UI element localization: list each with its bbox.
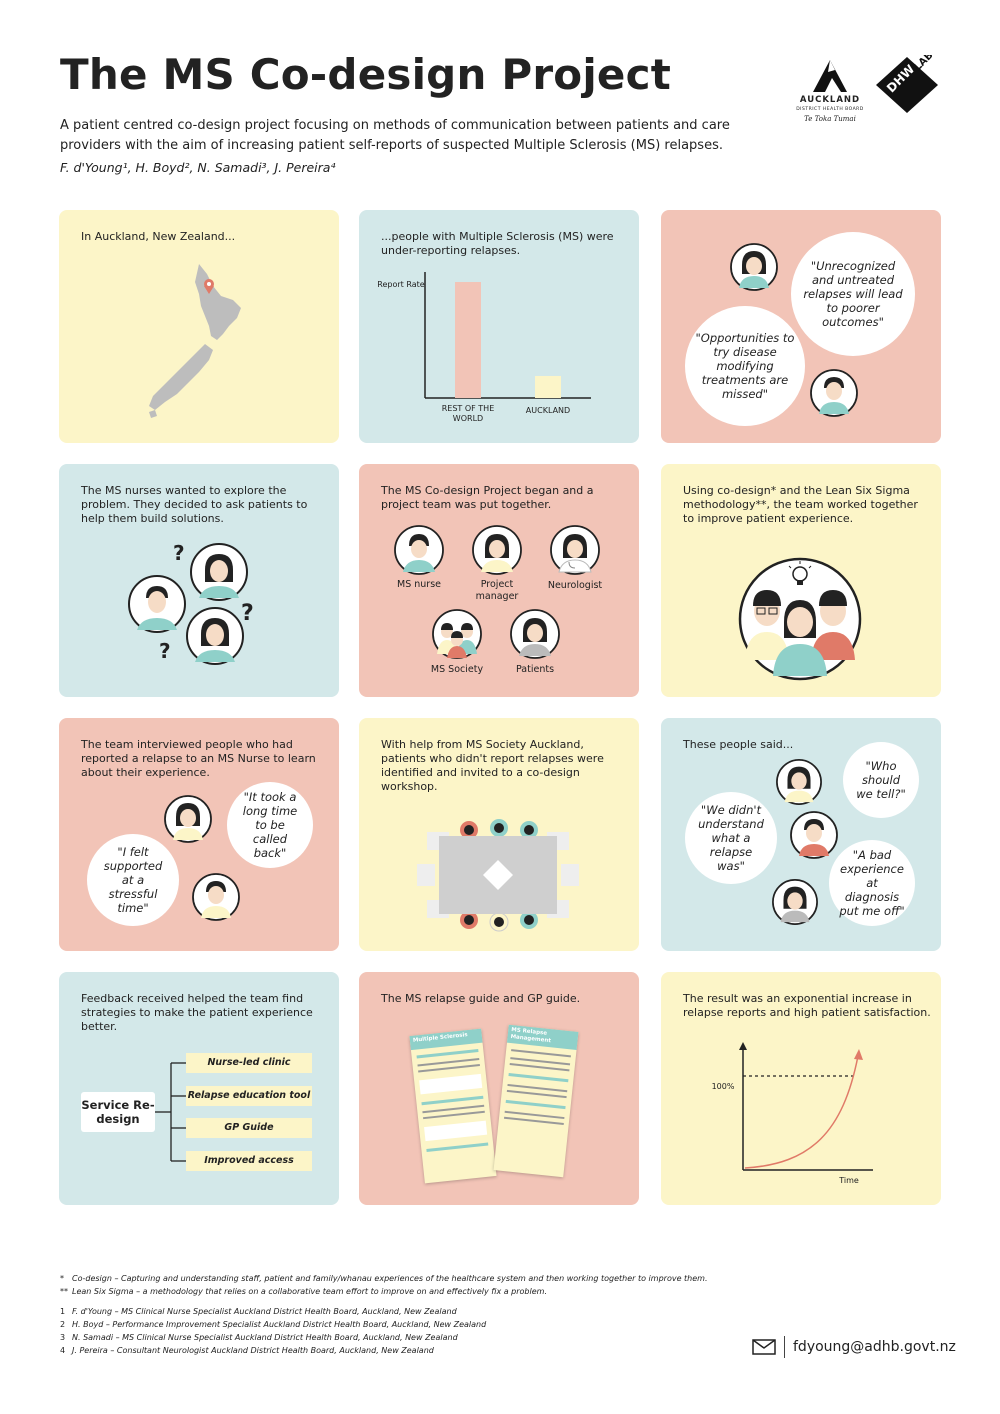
team-collaboration-icon: [737, 556, 863, 682]
panel-caption: The MS relapse guide and GP guide.: [381, 992, 581, 1005]
panel-project-team: [359, 464, 639, 697]
adhb-motto: Te Toka Tumai: [804, 115, 856, 123]
panel-caption: The result was an exponential increase in relapse reports and high patient satisfaction.: [683, 992, 931, 1019]
bar-rest-of-world: [455, 282, 481, 398]
woman-avatar-icon: [771, 878, 819, 926]
strategy-item: Relapse education tool: [186, 1086, 312, 1106]
service-redesign-box: Service Re-design: [81, 1092, 155, 1132]
dhw-lab-logo: [872, 55, 942, 115]
panel-people-said: [661, 718, 941, 951]
page-subtitle: A patient centred co-design project focusing on methods of communication between patients and care providers with the aim of increasing patient self-reports of suspected Multiple Sclerosis (MS) relapses.: [60, 118, 730, 153]
member-label: Patients: [515, 664, 555, 675]
gp-guide-doc: [494, 1025, 579, 1178]
woman-avatar-icon: [729, 242, 779, 292]
panel-caption: Using co-design* and the Lean Six Sigma methodology**, the team worked together to improve patient experience.: [683, 484, 918, 525]
panel-quotes-outcomes: [661, 210, 941, 443]
ms-society-avatar-icon: [431, 608, 483, 660]
woman-avatar-icon: [163, 794, 213, 844]
panel-caption: ...people with Multiple Sclerosis (MS) were under-reporting relapses.: [381, 230, 614, 257]
member-label: MS Society: [430, 664, 484, 675]
panel-result: [661, 972, 941, 1205]
panel-caption: The MS nurses wanted to explore the problem. They decided to ask patients to help them build solutions.: [81, 484, 308, 525]
page-title: The MS Co-design Project: [60, 50, 671, 99]
panel-under-reporting: [359, 210, 639, 443]
adhb-mountain-icon: [795, 58, 865, 94]
footnote-row: 1 F. d'Young – MS Clinical Nurse Specialist Auckland District Health Board, Auckland, New Zealand: [60, 1307, 457, 1316]
panel-guides: [359, 972, 639, 1205]
quote-bubble-supported: "I felt supported at a stressful time": [87, 834, 179, 926]
quote-bubble-bad-experience: "A bad experience at diagnosis put me off": [829, 840, 915, 926]
panel-caption: Feedback received helped the team find strategies to make the patient experience better.: [81, 992, 313, 1033]
lab-text: LAB: [912, 55, 936, 74]
panel-caption: The team interviewed people who had reported a relapse to an MS Nurse to learn about their experience.: [81, 738, 316, 779]
panel-auckland: [59, 210, 339, 443]
panel-caption: These people said...: [683, 738, 794, 751]
footnote-row: ** Lean Six Sigma – a methodology that relies on a collaborative team effort to improve on and effectively fix a problem.: [60, 1287, 547, 1296]
strategy-item: Improved access: [186, 1151, 312, 1171]
man-avatar-icon: [191, 872, 241, 922]
footnote-row: 2 H. Boyd – Performance Improvement Specialist Auckland District Health Board, Auckland, New Zealand: [60, 1320, 487, 1329]
panel-caption: The MS Co-design Project began and a project team was put together.: [381, 484, 594, 511]
workshop-table-icon: [413, 810, 583, 940]
quote-bubble-opportunities: "Opportunities to try disease modifying treatments are missed": [685, 306, 805, 426]
panel-codesign-method: [661, 464, 941, 697]
patients-avatar-icon: [509, 608, 561, 660]
contact-email[interactable]: [752, 1336, 956, 1358]
footnote-row: 4 J. Pereira – Consultant Neurologist Auckland District Health Board, Auckland, New Zealand: [60, 1346, 434, 1355]
project-manager-avatar-icon: [471, 524, 523, 576]
panel-workshop: [359, 718, 639, 951]
guide-title: Multiple Sclerosis: [409, 1029, 482, 1050]
lab-diamond-icon: [872, 55, 942, 115]
member-label: Neurologist: [547, 580, 603, 591]
man-avatar-icon: [809, 368, 859, 418]
chart-ylabel: Report Rate: [377, 280, 425, 289]
adhb-logo: [795, 58, 865, 123]
strategy-item: Nurse-led clinic: [186, 1053, 312, 1073]
quote-bubble-didnt-understand: "We didn't understand what a relapse was": [685, 792, 777, 884]
quote-bubble-unrecognized: "Unrecognized and untreated relapses will lead to poorer outcomes": [791, 232, 915, 356]
adhb-name: AUCKLAND: [799, 95, 861, 105]
quote-bubble-who-tell: "Who should we tell?": [843, 742, 919, 818]
ms-nurse-avatar-icon: [393, 524, 445, 576]
svg-text:?: ?: [159, 639, 171, 663]
member-label: Project manager: [475, 579, 519, 602]
email-link[interactable]: fdyoung@adhb.govt.nz: [793, 1339, 956, 1355]
x-axis-label: Time: [839, 1176, 859, 1185]
envelope-icon: [752, 1339, 776, 1355]
y-ref-label: 100%: [711, 1082, 735, 1091]
guide-title: MS Relapse Management: [507, 1025, 578, 1050]
footnote-row: * Co-design – Capturing and understanding staff, patient and family/whanau experiences of the healthcare system and then working together to improve them.: [60, 1274, 708, 1283]
svg-text:?: ?: [173, 541, 185, 565]
quote-bubble-long-time: "It took a long time to be called back": [227, 782, 313, 868]
footnotes: [60, 1272, 800, 1357]
panel-interviews: [59, 718, 339, 951]
svg-text:DHW: DHW: [883, 61, 918, 96]
bar-auckland: [535, 376, 561, 398]
authors: F. d'Young¹, H. Boyd², N. Samadi³, J. Pereira⁴: [60, 160, 336, 175]
x-tick-rest-of-world: REST OF THE WORLD: [441, 404, 495, 423]
panel-nurses-explore: [59, 464, 339, 697]
panel-service-redesign: [59, 972, 339, 1205]
new-zealand-map-icon: [141, 260, 261, 420]
adhb-sub: DISTRICT HEALTH BOARD: [796, 107, 864, 112]
exponential-growth-chart: [661, 972, 941, 1205]
woman-avatar-icon: [775, 758, 823, 806]
ms-relapse-guide-doc: [409, 1029, 496, 1184]
svg-text:?: ?: [241, 601, 254, 626]
member-label: MS nurse: [397, 579, 441, 590]
strategy-item: GP Guide: [186, 1118, 312, 1138]
neurologist-avatar-icon: [549, 524, 601, 576]
report-rate-chart: [359, 210, 639, 443]
nurses-group-icon: [119, 538, 259, 668]
panel-caption: In Auckland, New Zealand...: [81, 230, 236, 243]
growth-curve: [745, 1056, 858, 1168]
panel-caption: With help from MS Society Auckland, patients who didn't report relapses were identified and invited to a co-design workshop.: [381, 738, 604, 793]
footnote-row: 3 N. Samadi – MS Clinical Nurse Specialist Auckland District Health Board, Auckland, New Zealand: [60, 1333, 458, 1342]
x-tick-auckland: AUCKLAND: [525, 406, 571, 415]
